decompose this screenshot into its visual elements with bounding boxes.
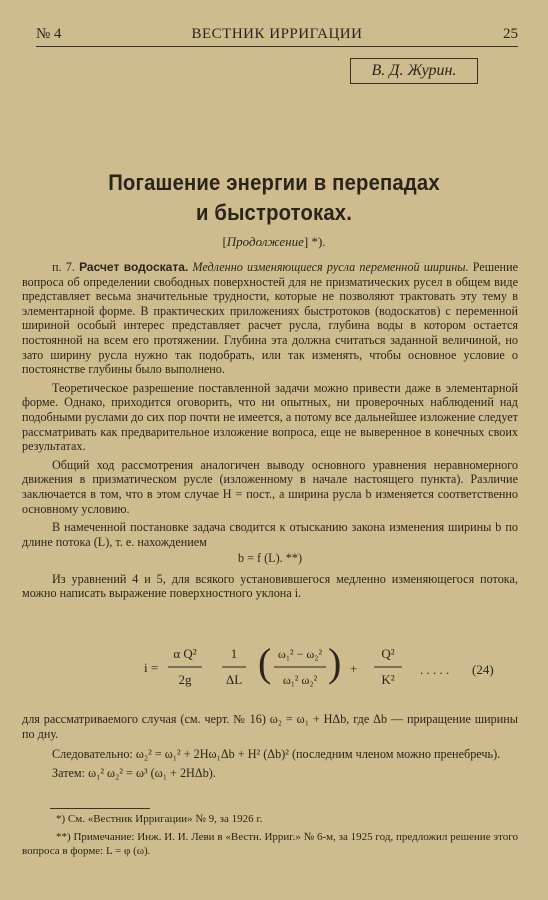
footnote-1: *) См. «Вестник Ирригации» № 9, за 1926 г. <box>56 813 263 825</box>
article-title <box>50 168 499 228</box>
paragraph-3: Общий ход рассмотрения аналогичен выводу основного уравнения неравномерного движения в призматическом русле (изложенному в начале настоящего пункта). Различие заключается в том, что в этом случае H = пост., а ширина русла b изменяется соответственно основному условию. <box>22 457 518 516</box>
section-heading: Расчет водоската. <box>79 260 189 274</box>
continuation-label: Продолжение <box>226 234 304 249</box>
eq-f2-num: 1 <box>230 646 238 661</box>
journal-title: ВЕСТНИК ИРРИГАЦИИ <box>191 26 363 42</box>
eq-plus: + <box>350 661 358 676</box>
header-rule <box>36 46 518 47</box>
paragraph-4: В намеченной постановке задача сводится к отысканию закона изменения ширины b по длине потока (L), т. е. нахождением <box>22 520 518 549</box>
eq-paren-open: ( <box>258 640 272 685</box>
paragraph-8: Затем: ω₁² ω₂² = ω³ (ω₁ + 2HΔb). <box>52 765 216 780</box>
bracket-close: ] *). <box>303 234 326 249</box>
eq-f3-num: ω₁² − ω₂² <box>277 647 323 661</box>
eq-f1-num: α Q² <box>173 646 197 661</box>
eq-dots: . . . . . <box>420 662 450 677</box>
eq-paren-close: ) <box>328 640 342 685</box>
running-header <box>36 26 518 46</box>
page-number: 25 <box>503 26 518 42</box>
section-subheading: Медленно изменяющиеся русла переменной ширины. <box>192 260 469 274</box>
eq-f2-den: ΔL <box>225 672 243 687</box>
paragraph-2: Теоретическое разрешение поставленной задачи можно привести даже в элементарной форме. Однако, приходится оговорить, что ни опытных, ни проверочных наблюдений над подобными руслами до сих пор почти не имеется, а потому все дальнейшее изложение следует рассматривать как предварительное изложение вопроса, еще не выверенное в конечных своих результатах. <box>22 380 518 454</box>
eq-f3-den: ω₁² ω₂² <box>282 673 318 687</box>
paragraph-6: для рассматриваемого случая (см. черт. № 16) ω₂ = ω₁ + HΔb, где Δb — приращение ширины по дну. <box>22 712 518 741</box>
footnote-2: **) Примечание: Инж. И. И. Леви в «Вестн. Ирриг.» № 6-м, за 1925 год, предложил решение этого вопроса в форме: L = φ (ω). <box>22 831 518 857</box>
inline-formula-b: b = f (L). **) <box>237 551 303 566</box>
issue-number: № 4 <box>36 26 62 42</box>
footnote-rule <box>50 808 150 809</box>
paragraph-5: Из уравнений 4 и 5, для всякого установившегося медленно изменяющегося потока, можно написать выражение поверхностного уклона i. <box>22 571 518 601</box>
article-body <box>22 260 518 605</box>
eq-number: (24) <box>472 662 494 677</box>
section-number: п. 7. <box>52 260 75 274</box>
eq-f4-den: K² <box>381 672 395 687</box>
bracket-open: [ <box>222 234 227 249</box>
paragraph-7: Следовательно: ω₂² = ω₁² + 2Hω₁Δb + H² (Δb)² (последним членом можно пренебречь). <box>52 747 501 762</box>
equation-24 <box>22 636 518 696</box>
title-line-2: и быстротоках. <box>195 200 353 225</box>
title-line-1: Погашение энергии в перепадах <box>108 170 440 195</box>
paragraph-1-text: Решение вопроса об определении свободных поверхностей для не призматических русел в общем виде представляет весьма значительные трудности, которые не позволяют трактовать эту тему в элементарной форме. В практических приложениях быстротоков (водоскатов) с переменной шириной особый интерес представляет расчет русла, глубина воды в котором остается постоянной на всем его протяжении. Глубина эта должна считаться заданной величиной, но зато ширину русла нужно так подобрать, или так изменять, чтобы основное условие о постоянстве глубины было выполнено. <box>22 260 519 377</box>
article-body-continued <box>22 712 518 784</box>
eq-lhs: i = <box>144 660 159 675</box>
continuation-note <box>0 234 548 250</box>
eq-f1-den: 2g <box>178 672 192 687</box>
eq-f4-num: Q² <box>381 646 395 661</box>
author-name: В. Д. Журин. <box>350 58 478 84</box>
paragraph-1 <box>22 260 518 377</box>
